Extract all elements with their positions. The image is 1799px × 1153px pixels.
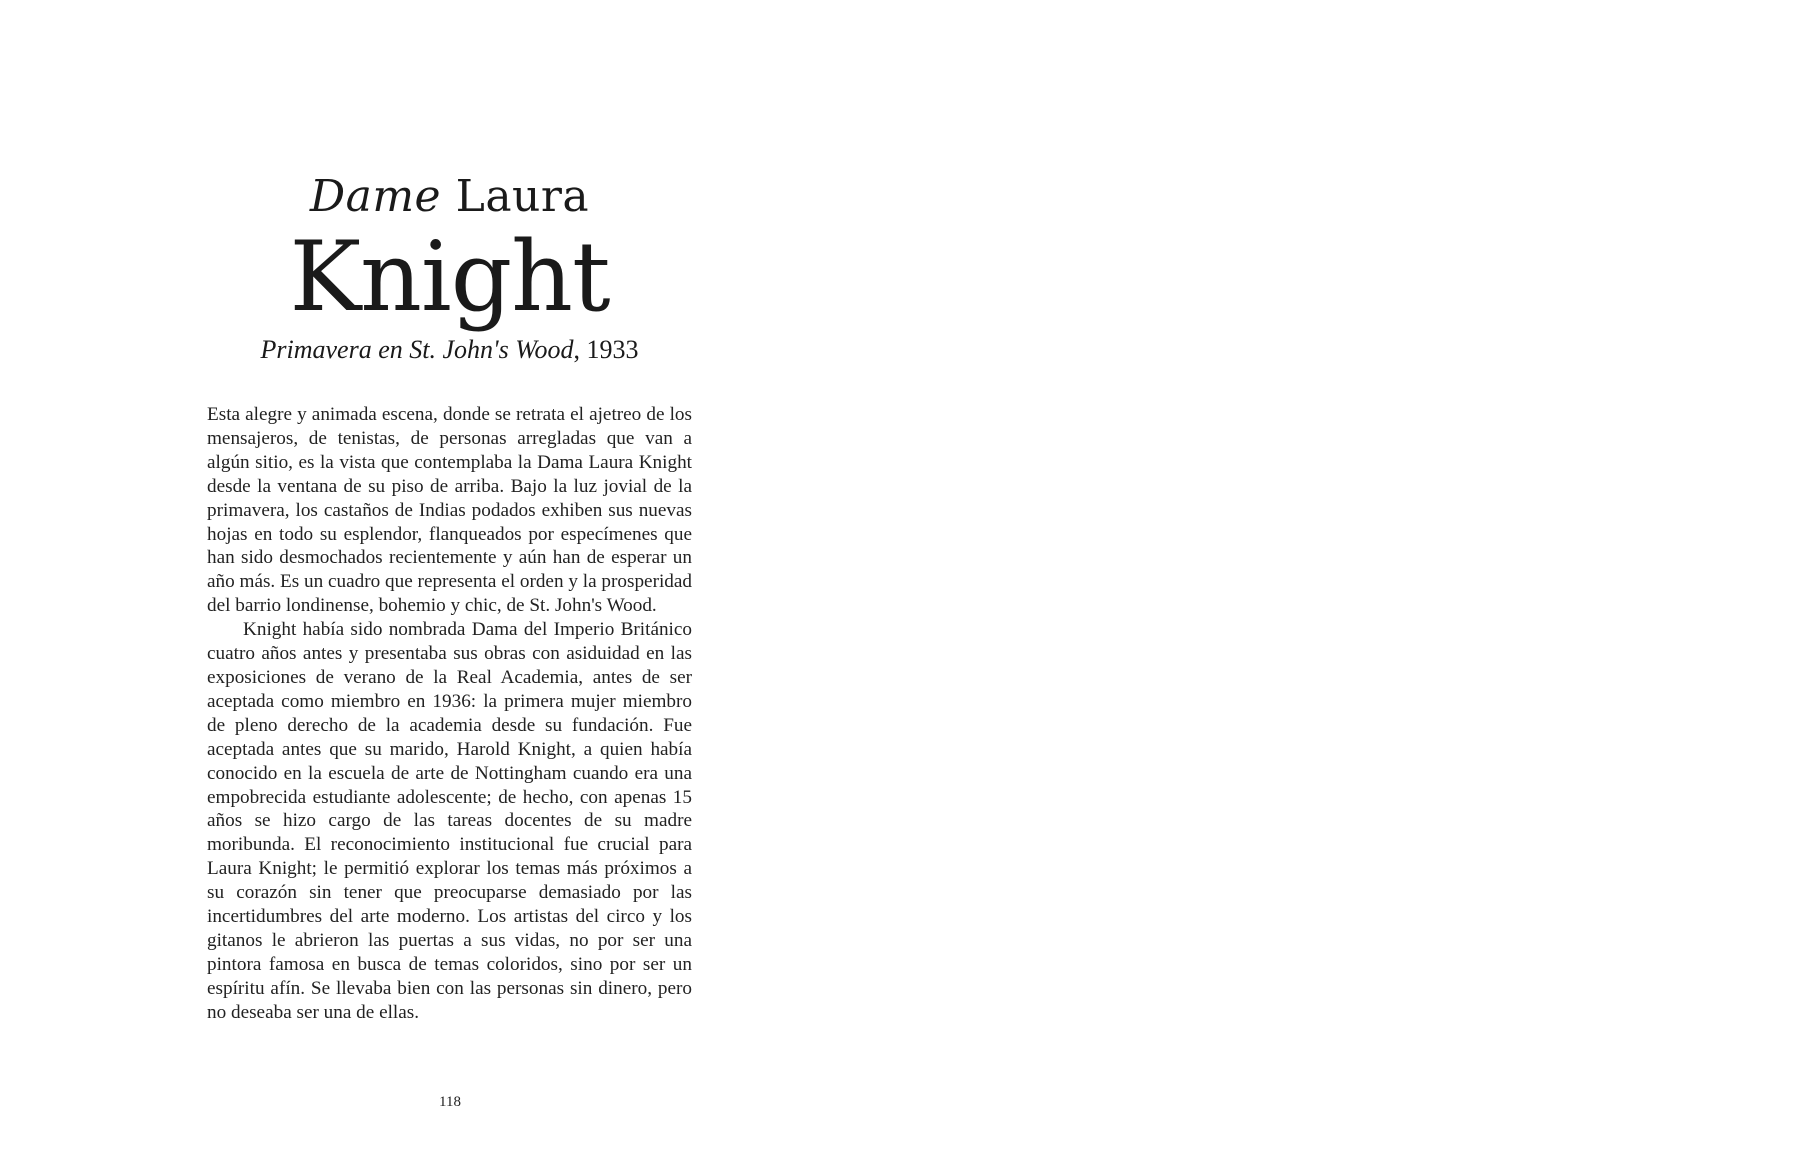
artwork-separator: , bbox=[573, 335, 587, 364]
artist-first-name: Laura bbox=[455, 171, 590, 222]
artist-surname: Knight bbox=[289, 221, 610, 333]
artist-name-line bbox=[207, 170, 692, 224]
paragraph-2: Knight había sido nombrada Dama del Imperio Británico cuatro años antes y presentaba sus obras con asiduidad en las exposiciones de verano de la Real Academia, antes de ser aceptada como miembro en 1936: la primera mujer miembro de pleno derecho de la academia desde su fundación. Fue aceptada antes que su marido, Harold Knight, a quien había conocido en la escuela de arte de Nottingham cuando era una empobrecida estudiante adolescente; de hecho, con apenas 15 años se hizo cargo de las tareas docentes de su madre moribunda. El reconocimiento institucional fue crucial para Laura Knight; le permitió explorar los temas más próximos a su corazón sin tener que preocuparse demasiado por las incertidumbres del arte moderno. Los artistas del circo y los gitanos le abrieron las puertas a sus vidas, no por ser una pintora famosa en busca de temas coloridos, sino por ser un espíritu afín. Se llevaba bien con las personas sin dinero, pero no deseaba ser una de ellas. bbox=[207, 619, 692, 1023]
body-text bbox=[207, 403, 692, 1025]
paragraph-1: Esta alegre y animada escena, donde se retrata el ajetreo de los mensajeros, de tenistas, de personas arregladas que van a algún sitio, es la vista que contemplaba la Dama Laura Knight desde la ventana de su piso de arriba. Bajo la luz jovial de la primavera, los castaños de Indias podados exhiben sus nuevas hojas en todo su esplendor, flanqueados por especímenes que han sido desmochados recientemente y aún han de esperar un año más. Es un cuadro que representa el orden y la prosperidad del barrio londinense, bohemio y chic, de St. John's Wood. bbox=[207, 404, 692, 617]
honorific-title: Dame bbox=[309, 171, 442, 222]
artwork-caption bbox=[207, 332, 692, 368]
artwork-year: 1933 bbox=[586, 335, 639, 364]
page-number: 118 bbox=[439, 1094, 461, 1110]
artwork-title: Primavera en St. John's Wood bbox=[260, 335, 574, 364]
